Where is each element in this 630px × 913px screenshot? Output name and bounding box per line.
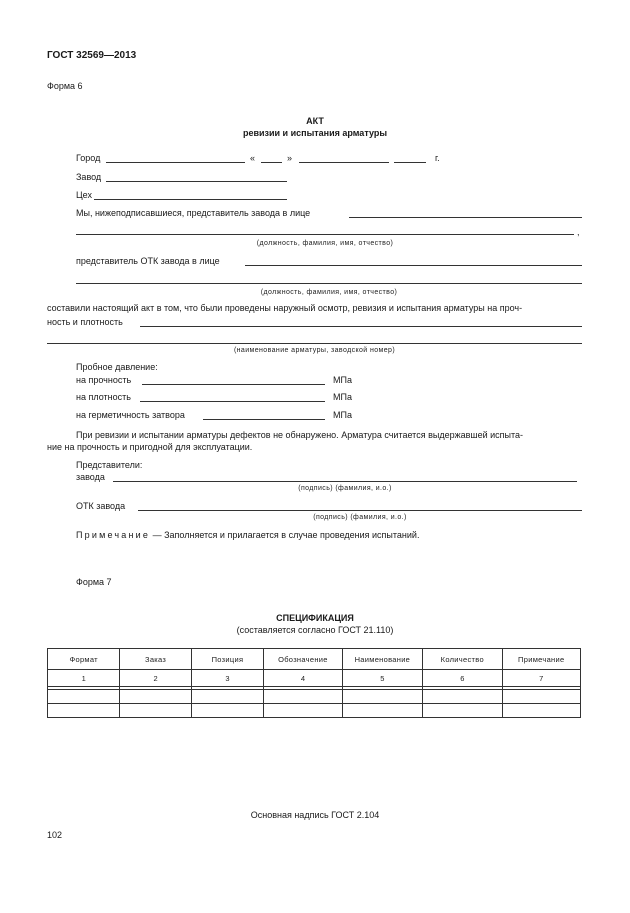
year-suffix: г. <box>435 153 440 163</box>
tightness-label: на герметичность затвора <box>76 410 185 420</box>
year-field[interactable] <box>394 162 426 163</box>
shop-label: Цех <box>76 190 92 200</box>
column-header-format: Формат <box>48 649 120 670</box>
day-field[interactable] <box>261 162 282 163</box>
table-cell[interactable] <box>264 704 342 718</box>
column-header-position: Позиция <box>191 649 263 670</box>
column-header-order: Заказ <box>120 649 191 670</box>
otk-text: представитель ОТК завода в лице <box>76 256 220 266</box>
caption-valve: (наименование арматуры, заводской номер) <box>233 347 396 354</box>
column-number: 5 <box>342 670 422 687</box>
plant-field[interactable] <box>106 181 287 182</box>
tightness-unit: МПа <box>333 410 352 420</box>
density-label: на плотность <box>76 392 131 402</box>
table-cell[interactable] <box>423 690 502 704</box>
column-number: 4 <box>264 670 342 687</box>
document-id: ГОСТ 32569—2013 <box>47 50 137 61</box>
density-unit: МПа <box>333 392 352 402</box>
table-cell[interactable] <box>191 704 263 718</box>
form-6-label: Форма 6 <box>47 81 83 91</box>
compiled-text-line1: составили настоящий акт в том, что были проведены наружный осмотр, ревизия и испытания арматуры на проч- <box>47 303 523 313</box>
column-number: 7 <box>502 670 580 687</box>
column-header-name: Наименование <box>342 649 422 670</box>
note-text: — Заполняется и прилагается в случае проведения испытаний. <box>150 530 420 540</box>
spec-table <box>47 648 581 718</box>
table-cell[interactable] <box>502 690 580 704</box>
quote-close: » <box>287 153 293 163</box>
table-cell[interactable] <box>423 704 502 718</box>
test-pressure-label: Пробное давление: <box>76 362 158 372</box>
compiled-text-line2: ность и плотность <box>47 317 123 327</box>
valve-number-field[interactable] <box>47 343 582 344</box>
caption-position-1: (должность, фамилия, имя, отчество) <box>256 240 394 247</box>
plant-label: Завод <box>76 172 102 182</box>
table-cell[interactable] <box>191 690 263 704</box>
column-number: 6 <box>423 670 502 687</box>
table-cell[interactable] <box>342 690 422 704</box>
page-number: 102 <box>47 830 63 840</box>
otk-signature-field[interactable] <box>138 510 582 511</box>
column-number: 2 <box>120 670 191 687</box>
spec-subtitle: (составляется согласно ГОСТ 21.110) <box>236 625 394 635</box>
table-cell[interactable] <box>120 690 191 704</box>
column-header-designation: Обозначение <box>264 649 342 670</box>
strength-unit: МПа <box>333 375 352 385</box>
valve-name-field[interactable] <box>140 326 582 327</box>
act-title: АКТ <box>306 116 324 126</box>
note-word: Примечание <box>76 530 151 540</box>
month-field[interactable] <box>299 162 389 163</box>
note <box>76 530 419 541</box>
column-header-quantity: Количество <box>423 649 502 670</box>
table-cell[interactable] <box>48 690 120 704</box>
strength-field[interactable] <box>142 384 325 385</box>
plant-rep-position-field[interactable] <box>76 234 574 235</box>
city-field[interactable] <box>106 162 245 163</box>
tightness-field[interactable] <box>203 419 325 420</box>
table-cell[interactable] <box>502 704 580 718</box>
table-cell[interactable] <box>120 704 191 718</box>
result-text-line1: При ревизии и испытании арматуры дефектов не обнаружено. Арматура считается выдержавшей испыта- <box>76 430 524 440</box>
plant-rep-name-field[interactable] <box>349 217 582 218</box>
table-cell[interactable] <box>342 704 422 718</box>
act-subtitle: ревизии и испытания арматуры <box>242 128 388 138</box>
table-row <box>48 690 581 704</box>
table-header-row <box>48 649 581 670</box>
otk-rep-position-field[interactable] <box>76 283 582 284</box>
density-field[interactable] <box>140 401 325 402</box>
column-number: 3 <box>191 670 263 687</box>
column-header-note: Примечание <box>502 649 580 670</box>
otk-rep-name-field[interactable] <box>245 265 582 266</box>
column-number: 1 <box>48 670 120 687</box>
city-label: Город <box>76 153 101 163</box>
otk-rep-label: ОТК завода <box>76 501 126 511</box>
caption-signature-2: (подпись) (фамилия, и.о.) <box>313 514 407 521</box>
form-7-label: Форма 7 <box>76 577 112 587</box>
plant-signature-field[interactable] <box>113 481 577 482</box>
result-text-line2: ние на прочность и пригодной для эксплуатации. <box>47 442 253 452</box>
strength-label: на прочность <box>76 375 132 385</box>
reps-label: Представители: <box>76 460 143 470</box>
we-text: Мы, нижеподписавшиеся, представитель завода в лице <box>76 208 311 218</box>
comma: , <box>577 227 580 237</box>
table-row <box>48 704 581 718</box>
quote-open: « <box>250 153 256 163</box>
caption-position-2: (должность, фамилия, имя, отчество) <box>260 289 398 296</box>
table-cell[interactable] <box>48 704 120 718</box>
table-number-row <box>48 670 581 687</box>
table-cell[interactable] <box>264 690 342 704</box>
plant-rep-label: завода <box>76 472 105 482</box>
stamp-reference: Основная надпись ГОСТ 2.104 <box>250 810 380 820</box>
spec-title: СПЕЦИФИКАЦИЯ <box>276 613 354 623</box>
caption-signature-1: (подпись) (фамилия, и.о.) <box>298 485 392 492</box>
shop-field[interactable] <box>94 199 287 200</box>
